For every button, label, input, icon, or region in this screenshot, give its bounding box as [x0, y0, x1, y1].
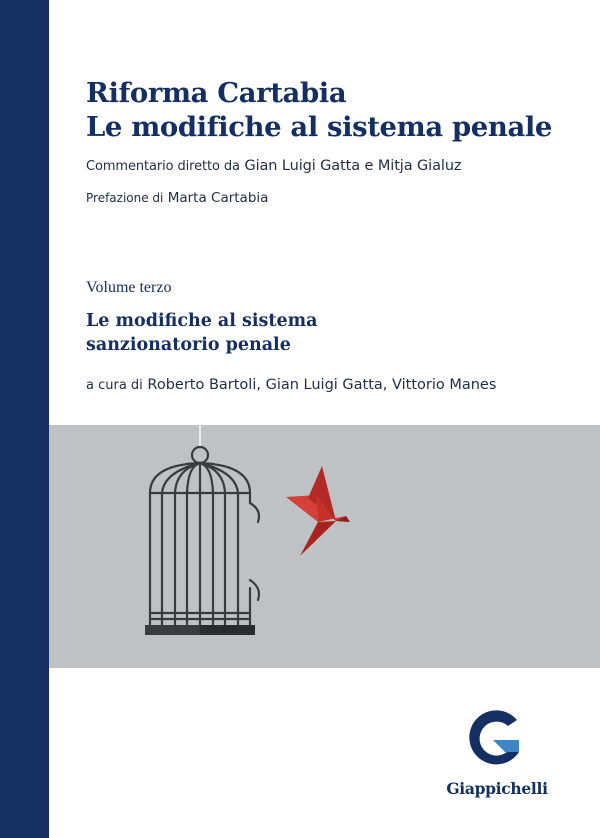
editors-names: Roberto Bartoli, Gian Luigi Gatta, Vittorio Manes [147, 377, 497, 393]
book-title-line-1: Riforma Cartabia [86, 77, 347, 109]
preface-name: Marta Cartabia [167, 190, 269, 206]
volume-label: Volume terzo [86, 279, 172, 296]
cage-base-shadow [200, 625, 255, 635]
birdcage-icon [150, 425, 259, 625]
commentary-prefix: Commentario diretto da [86, 159, 240, 174]
volume-title-line-2: sanzionatorio penale [86, 335, 291, 355]
volume-title-line-1: Le modifiche al sistema [86, 311, 318, 331]
publisher-logo-icon [469, 710, 519, 764]
book-title-line-2: Le modifiche al sistema penale [86, 111, 553, 143]
editors-prefix: a cura di [86, 378, 143, 393]
commentary-names: Gian Luigi Gatta e Mitja Gialuz [244, 158, 462, 174]
preface-prefix: Prefazione di [86, 191, 164, 205]
origami-bird-icon [286, 466, 350, 556]
publisher-name: Giappichelli [446, 779, 548, 798]
